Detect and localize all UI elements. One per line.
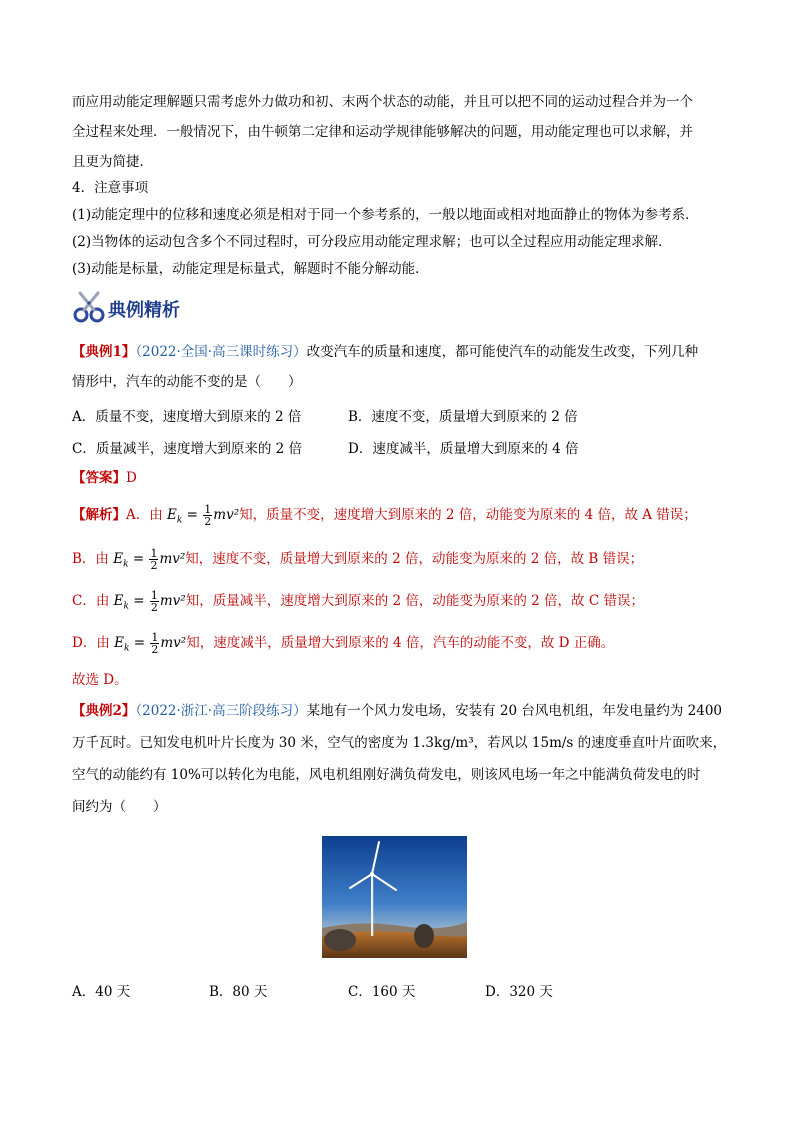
formula-ek: $E_k$ [167, 507, 183, 526]
kinetic-energy-formula [113, 547, 186, 572]
analysis-line-a [72, 504, 697, 531]
example2-stem-line-2: 万千瓦时。已知发电机叶片长度为 30 米，空气的密度为 1.3kg/m³，若风以 15m/s 的速度垂直叶片面吹来， [72, 735, 727, 751]
example1-option-b: B．速度不变，质量增大到原来的 2 倍 [348, 409, 578, 425]
example1-option-a: A．质量不变，速度增大到原来的 2 倍 [72, 409, 302, 425]
note-1: (1)动能定理中的位移和速度必须是相对于同一个参考系的，一般以地面或相对地面静止的物体为参考系． [72, 207, 699, 223]
formula-mv2: mv² [213, 507, 240, 523]
section-title: 4．注意事项 [72, 180, 149, 196]
example2-stem-line-1 [72, 701, 722, 721]
kinetic-energy-formula [113, 589, 186, 614]
analysis-prefix: D．由 [72, 635, 110, 651]
analysis-suffix: 知，质量减半，速度增大到原来的 2 倍，动能变为原来的 2 倍，故 C 错误； [185, 593, 644, 609]
example2-option-c: C．160 天 [348, 984, 416, 1000]
example2-stem-line-3: 空气的动能约有 10%可以转化为电能，风电机组刚好满负荷发电，则该风电场一年之中能满负荷发电的时 [72, 767, 701, 783]
analysis-suffix: 知，质量不变，速度增大到原来的 2 倍，动能变为原来的 4 倍，故 A 错误； [239, 507, 697, 523]
example1-tag: 【典例1】 [72, 344, 136, 360]
analysis-line-d [72, 632, 614, 659]
formula-mv2: mv² [159, 593, 186, 609]
formula-fraction: $\frac{1}{2}$ [204, 503, 212, 528]
analysis-suffix: 知，速度不变，质量增大到原来的 2 倍，动能变为原来的 2 倍，故 B 错误； [185, 551, 644, 567]
section-heading [72, 290, 180, 326]
formula-mv2: mv² [160, 635, 187, 651]
example1-option-c: C．质量减半，速度增大到原来的 2 倍 [72, 441, 303, 457]
answer-tag: 【答案】 [72, 470, 126, 486]
example1-source: （2022·全国·高三课时练习） [135, 344, 307, 360]
formula-equals: = [129, 635, 150, 651]
kinetic-energy-formula [114, 631, 187, 656]
example1-stem-line-1 [72, 342, 698, 362]
formula-equals: = [128, 593, 149, 609]
example2-source: （2022·浙江·高三阶段练习） [135, 703, 307, 719]
analysis-prefix: B．由 [72, 551, 109, 567]
intro-line-1: 而应用动能定理解题只需考虑外力做功和初、末两个状态的动能，并且可以把不同的运动过程合并为一个 [72, 94, 693, 110]
note-3: (3)动能是标量，动能定理是标量式，解题时不能分解动能． [72, 261, 429, 277]
formula-equals: = [182, 507, 203, 523]
formula-ek: $E_k$ [114, 635, 130, 654]
example1-option-d: D．速度减半，质量增大到原来的 4 倍 [348, 441, 579, 457]
example2-option-d: D．320 天 [485, 984, 553, 1000]
formula-mv2: mv² [159, 551, 186, 567]
analysis-suffix: 知，速度减半，质量增大到原来的 4 倍，汽车的动能不变，故 D 正确。 [186, 635, 615, 651]
example1-answer [72, 468, 137, 488]
analysis-line-b [72, 548, 643, 575]
example1-stem-text: 改变汽车的质量和速度，都可能使汽车的动能发生改变，下列几种 [306, 344, 699, 360]
example2-option-a: A．40 天 [72, 984, 131, 1000]
analysis-prefix: C．由 [72, 593, 110, 609]
example2-stem-text: 某地有一个风力发电场，安装有 20 台风电机组，年发电量约为 2400 [306, 703, 723, 719]
formula-ek: $E_k$ [113, 593, 129, 612]
answer-value: D [126, 470, 137, 486]
example2-tag: 【典例2】 [72, 703, 136, 719]
analysis-line-c [72, 590, 644, 617]
formula-fraction: $\frac{1}{2}$ [150, 547, 158, 572]
kinetic-energy-formula [167, 503, 240, 528]
analysis-conclusion: 故选 D。 [72, 672, 128, 688]
heading-title: 典例精析 [108, 300, 180, 321]
analysis-tag: 【解析】 [72, 507, 126, 523]
scissors-icon [72, 290, 106, 324]
example2-option-b: B．80 天 [209, 984, 268, 1000]
wind-turbine-photo [322, 836, 467, 958]
example2-stem-line-4: 间约为（ ） [72, 799, 167, 815]
analysis-prefix: A．由 [126, 507, 163, 523]
formula-fraction: $\frac{1}{2}$ [151, 631, 159, 656]
intro-line-3: 且更为简捷． [72, 154, 153, 170]
example1-stem-line-2: 情形中，汽车的动能不变的是（ ） [72, 374, 302, 390]
formula-fraction: $\frac{1}{2}$ [150, 589, 158, 614]
formula-ek: $E_k$ [113, 551, 129, 570]
formula-equals: = [128, 551, 149, 567]
note-2: (2)当物体的运动包含多个不同过程时，可分段应用动能定理求解；也可以全过程应用动能定理求解． [72, 234, 672, 250]
intro-line-2: 全过程来处理．一般情况下，由牛顿第二定律和运动学规律能够解决的问题，用动能定理也可以求解，并 [72, 124, 693, 140]
